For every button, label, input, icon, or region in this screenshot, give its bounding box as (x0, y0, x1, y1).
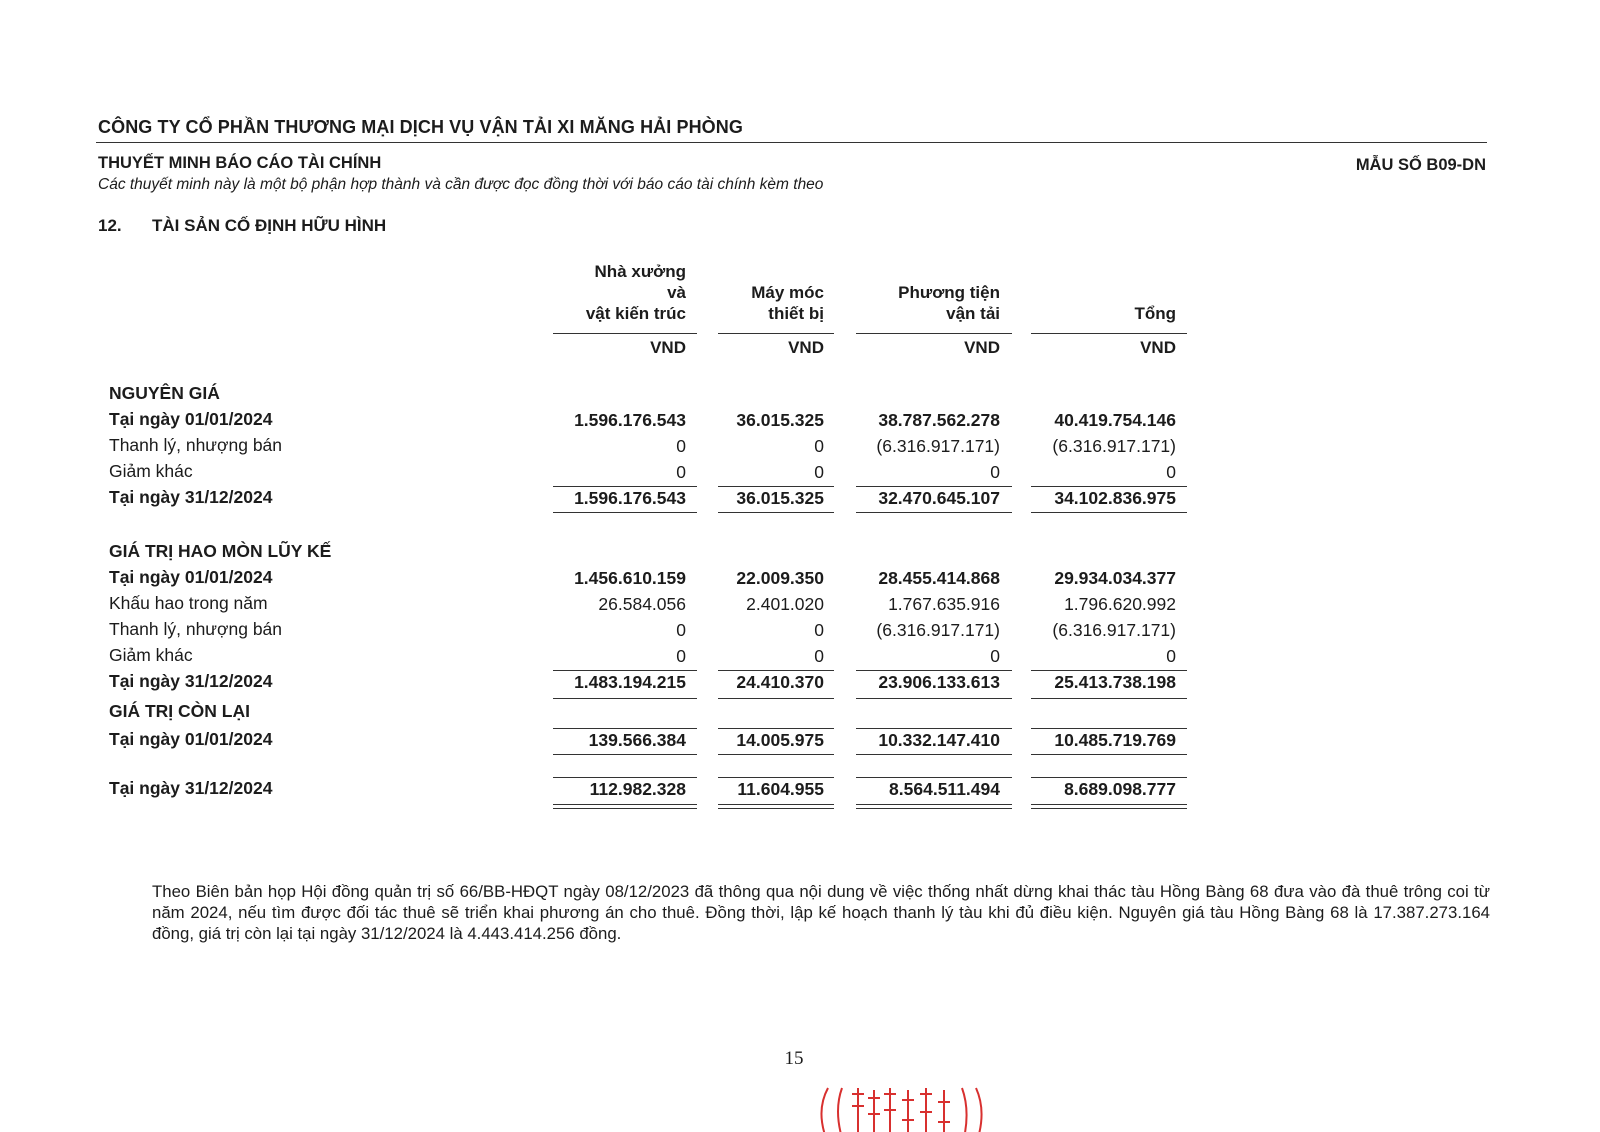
table-cell: 8.689.098.777 (1064, 779, 1176, 799)
table-cell: 0 (814, 620, 824, 640)
table-cell: (6.316.917.171) (876, 436, 1000, 456)
table-cell: 139.566.384 (588, 730, 686, 750)
table-cell: 0 (814, 646, 824, 666)
single-rule (856, 512, 1012, 513)
single-rule (1031, 777, 1187, 778)
column-unit: VND (964, 338, 1000, 357)
single-rule (856, 777, 1012, 778)
table-cell: 1.596.176.543 (574, 488, 686, 508)
table-cell: 36.015.325 (736, 410, 824, 430)
table-cell: 14.005.975 (736, 730, 824, 750)
column-header (996, 303, 1176, 324)
column-header (820, 282, 1000, 324)
table-cell: 0 (814, 462, 824, 482)
table-cell: 10.332.147.410 (878, 730, 1000, 750)
table-cell: 40.419.754.146 (1054, 410, 1176, 430)
single-rule (856, 754, 1012, 755)
seal-graphic (808, 1080, 1008, 1132)
row-label: Thanh lý, nhượng bán (109, 619, 283, 639)
row-label: Giảm khác (109, 645, 193, 665)
double-rule (856, 804, 1012, 809)
column-unit: VND (788, 338, 824, 357)
table-cell: 0 (814, 436, 824, 456)
form-number: MẪU SỐ B09-DN (1355, 156, 1486, 174)
table-cell: 32.470.645.107 (878, 488, 1000, 508)
company-name: CÔNG TY CỔ PHẦN THƯƠNG MẠI DỊCH VỤ VẬN TẢI XI MĂNG HẢI PHÒNG (98, 117, 743, 137)
table-cell: 0 (676, 620, 686, 640)
single-rule (1031, 486, 1187, 487)
single-rule (553, 754, 697, 755)
table-cell: 8.564.511.494 (889, 779, 1000, 799)
row-label: Thanh lý, nhượng bán (109, 435, 283, 455)
table-cell: 0 (990, 462, 1000, 482)
table-cell: (6.316.917.171) (1052, 436, 1176, 456)
table-cell: 0 (676, 646, 686, 666)
table-cell: 0 (676, 436, 686, 456)
row-label: Tại ngày 31/12/2024 (109, 778, 273, 798)
single-rule (553, 486, 697, 487)
table-cell: 28.455.414.868 (878, 568, 1000, 588)
table-cell: 0 (990, 646, 1000, 666)
column-header-line: thiết bị (768, 304, 824, 323)
table-cell: 22.009.350 (736, 568, 824, 588)
column-header-line: vận tải (946, 304, 1000, 323)
table-cell: 34.102.836.975 (1054, 488, 1176, 508)
note-paragraph: Theo Biên bản họp Hội đồng quản trị số 66/BB-HĐQT ngày 08/12/2023 đã thông qua nội dung về việc thống nhất dừng khai thác tàu Hồng Bàng 68 đưa vào đà thuê trông coi từ năm 2024, nếu tìm được đối tác thuê sẽ triển khai phương án cho thuê. Đồng thời, lập kế hoạch thanh lý tàu khi đủ điều kiện. Nguyên giá tàu Hồng Bàng 68 là 17.387.273.164 đồng, giá trị còn lại tại ngày 31/12/2024 là 4.443.414.256 đồng. (152, 882, 1490, 943)
single-rule (1031, 670, 1187, 671)
row-label: Tại ngày 01/01/2024 (109, 409, 273, 429)
row-label: Tại ngày 01/01/2024 (109, 567, 273, 587)
column-unit: VND (1140, 338, 1176, 357)
single-rule (856, 486, 1012, 487)
table-cell: 25.413.738.198 (1054, 672, 1176, 692)
single-rule (553, 698, 697, 699)
double-rule (1031, 804, 1187, 809)
table-cell: (6.316.917.171) (1052, 620, 1176, 640)
single-rule (718, 486, 834, 487)
row-label: Giảm khác (109, 461, 193, 481)
column-unit: VND (650, 338, 686, 357)
column-header-line: vật kiến trúc (585, 304, 686, 323)
row-label: Khấu hao trong năm (109, 593, 268, 613)
single-rule (856, 728, 1012, 729)
document-title: THUYẾT MINH BÁO CÁO TÀI CHÍNH (98, 154, 382, 172)
single-rule (718, 754, 834, 755)
table-cell: 29.934.034.377 (1054, 568, 1176, 588)
page-number: 15 (784, 1048, 804, 1069)
table-cell: 0 (1166, 462, 1176, 482)
single-rule (1031, 728, 1187, 729)
table-cell: 38.787.562.278 (878, 410, 1000, 430)
table-cell: 0 (1166, 646, 1176, 666)
table-cell: 10.485.719.769 (1054, 730, 1176, 750)
table-cell: 2.401.020 (746, 594, 824, 614)
document-subtitle: Các thuyết minh này là một bộ phận hợp thành và cần được đọc đồng thời với báo cáo tài chính kèm theo (98, 176, 824, 193)
single-rule (553, 728, 697, 729)
row-label: NGUYÊN GIÁ (109, 383, 220, 403)
single-rule (718, 698, 834, 699)
single-rule (856, 698, 1012, 699)
table-cell: (6.316.917.171) (876, 620, 1000, 640)
single-rule (1031, 512, 1187, 513)
column-header-rule (1031, 333, 1187, 334)
column-header-line: và (667, 283, 686, 302)
row-label: Tại ngày 31/12/2024 (109, 487, 273, 507)
single-rule (856, 670, 1012, 671)
column-header-line: Phương tiện (898, 283, 1000, 302)
section-heading (98, 216, 386, 236)
table-cell: 0 (676, 462, 686, 482)
table-cell: 1.483.194.215 (574, 672, 686, 692)
single-rule (718, 670, 834, 671)
single-rule (553, 512, 697, 513)
column-header (644, 282, 824, 324)
column-header-rule (856, 333, 1012, 334)
single-rule (1031, 754, 1187, 755)
column-header-line: Tổng (1134, 304, 1176, 323)
column-header-rule (553, 333, 697, 334)
table-cell: 1.767.635.916 (888, 594, 1000, 614)
row-label: Tại ngày 01/01/2024 (109, 729, 273, 749)
single-rule (718, 728, 834, 729)
double-rule (718, 804, 834, 809)
header-rule (96, 142, 1487, 143)
table-cell: 11.604.955 (737, 779, 824, 799)
row-label: GIÁ TRỊ HAO MÒN LŨY KẾ (109, 541, 332, 561)
column-header-rule (718, 333, 834, 334)
table-cell: 1.596.176.543 (574, 410, 686, 430)
table-cell: 24.410.370 (736, 672, 824, 692)
table-cell: 23.906.133.613 (878, 672, 1000, 692)
column-header-line: Máy móc (751, 283, 824, 302)
column-header-line: Nhà xưởng (594, 262, 686, 281)
row-label: Tại ngày 31/12/2024 (109, 671, 273, 691)
single-rule (553, 777, 697, 778)
single-rule (1031, 698, 1187, 699)
table-cell: 1.456.610.159 (574, 568, 686, 588)
table-cell: 112.982.328 (589, 779, 686, 799)
single-rule (718, 777, 834, 778)
table-cell: 26.584.056 (598, 594, 686, 614)
section-title: TÀI SẢN CỐ ĐỊNH HỮU HÌNH (152, 216, 387, 235)
table-cell: 1.796.620.992 (1064, 594, 1176, 614)
company-seal-stamp (808, 1080, 1008, 1132)
row-label: GIÁ TRỊ CÒN LẠI (109, 701, 250, 721)
double-rule (553, 804, 697, 809)
single-rule (553, 670, 697, 671)
table-cell: 36.015.325 (736, 488, 824, 508)
section-number: 12. (98, 216, 122, 235)
single-rule (718, 512, 834, 513)
